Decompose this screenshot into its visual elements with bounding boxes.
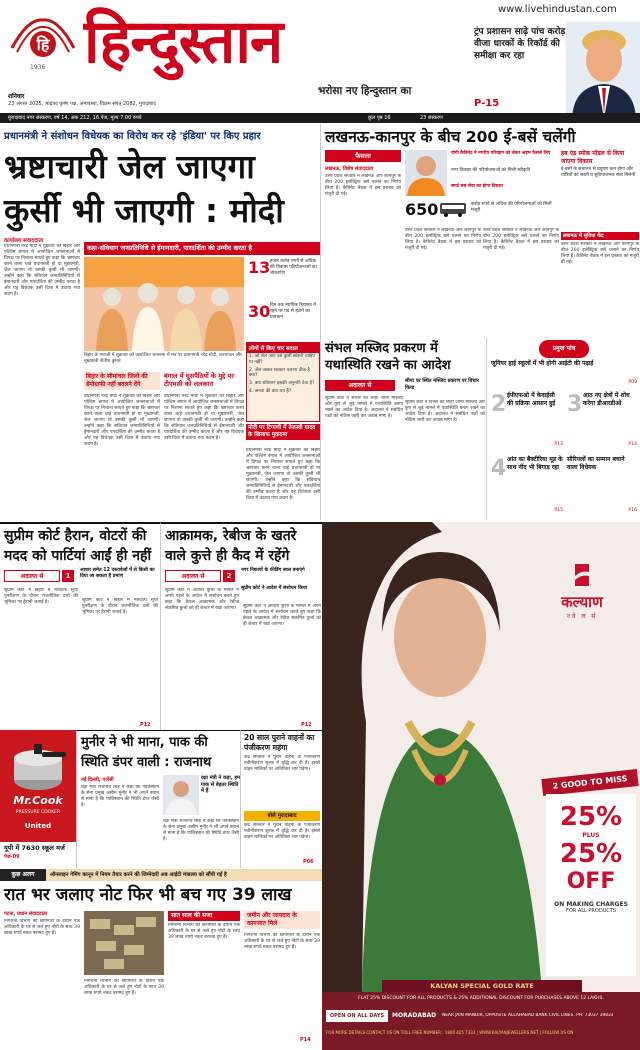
- masthead-emblem-icon: [8, 14, 78, 66]
- mrcook-maker: United: [24, 822, 52, 830]
- info-bar-text: मुरादाबाद नगर संस्करण, वर्ष 14, अंक 212, 16 पेज, मूल्य 7.00 रुपये: [8, 114, 142, 121]
- vehicles-story[interactable]: [240, 730, 322, 868]
- notes-byline: पटना, प्रधान संवाददाता: [4, 911, 48, 917]
- lead-story[interactable]: [0, 124, 320, 520]
- sc-story[interactable]: [0, 522, 160, 730]
- munir-body-col2: रक्षा मंत्री राजनाथ सिंह ने कहा कि पाकिस्तान के सेना प्रमुख असीम मुनीर ने भी अपने बयान से माना है कि पाकिस्तान की स्थिति डंपर जैसी है।: [163, 819, 239, 842]
- brief-3-num: 3: [567, 392, 583, 417]
- lead-box-item-2: 2. जेल जाकर सरकार चलाना ठीक है क्या?: [249, 367, 310, 379]
- munir-body-col1: रक्षा मंत्री राजनाथ सिंह ने कहा कि पाकिस्तान के सेना प्रमुख असीम मुनीर ने भी अपने बयान से माना है कि पाकिस्तान की स्थिति डंपर जैसी है।: [81, 785, 159, 808]
- lead-box-item-3: 3. क्या संविधान इसकी अनुमति देता है?: [249, 381, 315, 387]
- brief-1-title: जूनियर हाई स्कूलों में भी होगी आईटी की पढ़ाई: [491, 360, 594, 367]
- lead-byline: कार्यालय संवाददाता: [4, 238, 44, 244]
- yogi-photo: [405, 150, 447, 196]
- bus-body-col4: उत्तर प्रदेश सरकार ने लखनऊ और कानपुर के बीच 200 इलेक्ट्रिक बसें चलाने का निर्णय लिया है। कैबिनेट बैठक में इस प्रस्ताव को मंजूरी दी गई।: [561, 242, 639, 265]
- lead-subhead: कहा-संविधान जनप्रतिनिधि से ईमानदारी, पारदर्शिता की उम्मीद करता है: [84, 242, 320, 255]
- notes-box-2: जमीन और जायदाद के कागजात मिले: [244, 911, 320, 929]
- dogs-note-1: नगर निकायों के फीडिंग स्थल बनाएंगे: [241, 568, 305, 573]
- brief-2-title: ईपीएफओ में केवाईसी की प्रक्रिया आसान हुई: [507, 392, 556, 407]
- brief-1[interactable]: [491, 360, 637, 388]
- notes-story[interactable]: [0, 881, 322, 1050]
- stat-2-text: दिन तक न्यायिक हिरासत में रहने पर पद से हटाने का प्रावधान: [270, 303, 316, 320]
- lead-sub-2: बंगाल में घुसपैठियों के मुद्दे पर टीएमसी को ललकारा: [164, 372, 234, 388]
- brief-5-title: सीरियलों का सम्मान बचाने वाला विधेयक: [567, 456, 625, 471]
- bus-bullet-3: स्मार्ट बस सेवा का होगा विस्तार: [451, 184, 503, 189]
- bus-num: 650: [405, 200, 439, 219]
- trump-photo: [566, 22, 640, 118]
- dogs-label: अदालत से: [165, 570, 221, 582]
- website: www.livehindustan.com: [498, 4, 617, 15]
- bus-headline: लखनऊ-कानपुर के बीच 200 ई-बसें चलेंगी: [325, 128, 576, 146]
- bus-bullet-2: नगर विकास की परियोजनाओं को मिली स्वीकृति: [451, 168, 531, 173]
- lead-box: [246, 342, 320, 422]
- munir-headline-2: स्थिति डंपर वाली : राजनाथ: [81, 755, 212, 770]
- schools-merged[interactable]: [0, 842, 76, 868]
- sambhal-story[interactable]: [320, 338, 486, 520]
- notes-page: P14: [300, 1037, 311, 1043]
- founding-year: 1936: [30, 64, 46, 71]
- bus-num-text: करोड़ रुपये से अधिक की परियोजनाओं को मिली मंजूरी: [471, 202, 552, 213]
- kalyan-ad[interactable]: [322, 522, 640, 1050]
- sc-body-col2: सुप्रीम कोर्ट ने बिहार में मतदाता सूची पुनरीक्षण के दौरान राजनीतिक दलों की भूमिका पर हैरानी जताई है।: [82, 598, 158, 615]
- sambhal-body-col2: सुप्रीम कोर्ट ने संभल की शाही जामा मस्जिद और कुएं से जुड़े मामले में यथास्थिति बनाए रखने का आदेश दिया है। अदालत ने संबंधित पक्षों को नोटिस जारी कर जवाब मांगा है।: [405, 400, 485, 423]
- tagline: भरोसा नए हिन्दुस्तान का: [318, 85, 412, 97]
- promo-page: P-15: [474, 98, 500, 109]
- notes-body-col2: निगरानी विभाग की छापेमारी के दौरान एक अधिकारी के घर से जले हुए नोटों के साथ 39 लाख रुपये नकद बरामद हुए हैं।: [84, 979, 164, 996]
- kalyan-logo: [532, 562, 632, 620]
- kalyan-brand-sub: ज्वे ल र्स: [566, 613, 598, 620]
- sc-page: P12: [140, 722, 151, 728]
- brief-2[interactable]: [507, 392, 563, 452]
- briefs-panel: [486, 338, 640, 520]
- bus-byline: लखनऊ, विशेष संवाददाता: [325, 166, 374, 172]
- bus-side-text: ई-बसों के संचालन से प्रदूषण कम होगा और यात्रियों को सस्ती व सुविधाजनक सेवा मिलेगी: [561, 167, 636, 178]
- discount-1: 25%: [559, 802, 623, 832]
- store-city: MORADABAD: [392, 1012, 437, 1019]
- gaming-bar-text: ऑनलाइन गेमिंग कानून में नियम तैयार करने की जिम्मेदारी अब आईटी मंत्रालय को सौंपी गई है: [50, 872, 227, 878]
- dogs-body-col1: सुप्रीम कोर्ट ने आवारा कुत्तों के मामले में अपने पहले के आदेश में संशोधन करते हुए कहा कि केवल आक्रामक और रेबीज संक्रमित कुत्तों को ही शेल्टर में रखा जाएगा।: [165, 588, 239, 611]
- lead-sub-1: बिहार के सीमांचल जिलों की डेमोग्राफी नहीं बदलने देंगे: [84, 372, 160, 390]
- brief-3-page: P14: [628, 442, 637, 447]
- vehicles-headline: 20 साल पुराने वाहनों का पंजीकरण महंगा: [244, 733, 315, 752]
- kalyan-brand: कल्याण: [561, 593, 603, 611]
- bus-body-col3: उत्तर प्रदेश सरकार ने लखनऊ और कानपुर के बीच 200 इलेक्ट्रिक बसें चलाने का निर्णय लिया है। कैबिनेट बैठक में इस प्रस्ताव को मंजूरी दी गई।: [483, 228, 559, 251]
- sambhal-headline: संभल मस्जिद प्रकरण में यथास्थिति रखने का आदेश: [325, 341, 451, 373]
- lead-box-item-4: 4. जनता की क्या राय है?: [249, 388, 292, 394]
- sc-label: अदालत से: [4, 570, 60, 582]
- dogs-body-col2: सुप्रीम कोर्ट ने आवारा कुत्तों के मामले में अपने पहले के आदेश में संशोधन करते हुए कहा कि केवल आक्रामक और रेबीज संक्रमित कुत्तों को ही शेल्टर में रखा जाएगा।: [243, 604, 321, 627]
- brief-5-page: P16: [628, 508, 637, 513]
- promo-text: ट्रंप प्रशासन साढ़े पांच करोड़ वीजा धारकों के रिकॉर्ड की समीक्षा कर रहा: [474, 27, 566, 61]
- lead-body-col1: प्रधानमंत्री नरेंद्र मोदी ने शुक्रवार को बिहार और पश्चिम बंगाल में आयोजित जनसभाओं में विपक्ष पर निशाना साधते हुए कहा कि भ्रष्टाचार करने वाला चाहे प्रधानमंत्री हो या मुख्यमंत्री, जेल जाएगा तो उसकी कुर्सी भी जाएगी। उन्होंने कहा कि संविधान जनप्रतिनिधियों से ईमानदारी और पारदर्शिता की उम्मीद करता है और यह विधेयक उसी दिशा में उठाया गया कदम है।: [4, 244, 80, 297]
- ad-footer: FOR MORE DETAILS CONTACT US ON TOLL FREE NUMBER : 1800 425 7333 | WWW.KALYANJEWELLERS.NET | FOLLOW US ON: [326, 1030, 574, 1035]
- sc-num: 1: [62, 570, 74, 582]
- flat-discount: FLAT 25% DISCOUNT FOR ALL PRODUCTS & 25% ADDITIONAL DISCOUNT FOR PURCHASES ABOVE 12 LAKHS.: [358, 996, 604, 1001]
- schools-merged-text: यूपी में 7630 स्कूल मर्ज: [4, 844, 65, 852]
- discount-2: 25%: [559, 839, 623, 869]
- dogs-note-2: सुप्रीम कोर्ट ने आदेश में संशोधन किया: [241, 586, 308, 591]
- brief-4-page: P15: [554, 508, 563, 513]
- stat-1-text: हजार करोड़ रुपये से अधिक की विकास परियोजनाओं का लोकार्पण: [270, 259, 317, 276]
- sambhal-note: सीमा पर स्थित मस्जिद प्रकरण पर विचार किया: [405, 378, 479, 391]
- open-days: OPEN ON ALL DAYS: [326, 1010, 388, 1022]
- briefs-badge: प्रमुख पांच: [539, 340, 589, 358]
- vehicles-body-2: केंद्र सरकार ने पुराने वाहनों के पंजीकरण नवीनीकरण शुल्क में वृद्धि कर दी है। इससे वाहन मालिकों पर अतिरिक्त भार पड़ेगा।: [244, 823, 320, 840]
- brief-1-page: P09: [628, 380, 637, 385]
- brief-3[interactable]: [583, 392, 637, 452]
- schools-merged-page: पेज-09: [4, 854, 20, 860]
- brief-4-num: 4: [491, 456, 507, 481]
- munir-story[interactable]: [76, 730, 240, 868]
- lead-box-title: लोगों से किए चार सवाल: [247, 343, 319, 353]
- making-charges-sub: FOR ALL PRODUCTS: [565, 908, 617, 914]
- date-line: 23 अगस्त 2025, भाद्रपद कृष्ण पक्ष, अमावस्या, विक्रम संवत् 2082, मुरादाबाद: [8, 101, 156, 107]
- info-bar-pages: कुल पृष्ठ 16: [368, 114, 391, 121]
- sambhal-body-col1: सुप्रीम कोर्ट ने संभल की शाही जामा मस्जिद और कुएं से जुड़े मामले में यथास्थिति बनाए रखने का आदेश दिया है। अदालत ने संबंधित पक्षों को नोटिस जारी कर जवाब मांगा है।: [325, 396, 403, 419]
- stat-2-number: 30: [248, 302, 271, 321]
- mrcook-brand: Mr.Cook: [13, 794, 63, 807]
- promo-ribbon: 2 GOOD TO MISS: [541, 769, 638, 796]
- notes-body-col1: निगरानी विभाग की छापेमारी के दौरान एक अधिकारी के घर से जले हुए नोटों के साथ 39 लाख रुपये नकद बरामद हुए हैं।: [4, 919, 80, 936]
- bus-icon: [439, 202, 467, 218]
- bus-body-col2: उत्तर प्रदेश सरकार ने लखनऊ और कानपुर के बीच 200 इलेक्ट्रिक बसें चलाने का निर्णय लिया है। कैबिनेट बैठक में इस प्रस्ताव को मंजूरी दी गई।: [405, 228, 481, 251]
- bus-side-box: [561, 150, 639, 230]
- brief-2-num: 2: [491, 392, 507, 417]
- discount-panel: [546, 794, 636, 976]
- stat-1-number: 13: [248, 258, 271, 277]
- kalyan-logo-icon: [569, 562, 595, 588]
- vehicles-body: केंद्र सरकार ने पुराने वाहनों के पंजीकरण नवीनीकरण शुल्क में वृद्धि कर दी है। इससे वाहन मालिकों पर अतिरिक्त भार पड़ेगा।: [244, 755, 320, 772]
- lead-body-col3: प्रधानमंत्री नरेंद्र मोदी ने शुक्रवार को बिहार और पश्चिम बंगाल में आयोजित जनसभाओं में विपक्ष पर निशाना साधते हुए कहा कि भ्रष्टाचार करने वाला चाहे प्रधानमंत्री हो या मुख्यमंत्री, जेल जाएगा तो उसकी कुर्सी भी जाएगी। उन्होंने कहा कि संविधान जनप्रतिनिधियों से ईमानदारी और पारदर्शिता की उम्मीद करता है और यह विधेयक उसी दिशा में उठाया गया कदम है।: [164, 394, 244, 441]
- discount-plus: PLUS: [582, 832, 600, 839]
- lead-kicker: प्रधानमंत्री ने संशोधन विधेयक का विरोध कर रहे 'इंडिया' पर किए प्रहार: [4, 131, 261, 142]
- notes-photo: [84, 911, 164, 975]
- sc-headline-2: मदद को पार्टियां आईं ही नहीं: [4, 548, 152, 564]
- modi-note: मोदी पर टिप्पणी में तेजस्वी यादव के खिलाफ मुकदमा: [246, 424, 320, 440]
- brief-4-title: आंत का बैक्टीरिया मूड के साथ नींद भी बिगाड़ रहा: [507, 456, 563, 471]
- dogs-headline-2: वाले कुत्ते ही कैद में रहेंगे: [165, 548, 290, 564]
- svg-text:हि: हि: [36, 35, 50, 54]
- munir-headline-1: मुनीर ने भी माना, पाक की: [81, 735, 208, 750]
- sc-headline-1: सुप्रीम कोर्ट हैरान, वोटरों की: [4, 528, 147, 544]
- notes-headline: रात भर जलाए नोट फिर भी बच गए 39 लाख: [4, 885, 292, 905]
- notes-body-col4: निगरानी विभाग की छापेमारी के दौरान एक अधिकारी के घर से जले हुए नोटों के साथ 39 लाख रुपये नकद बरामद हुए हैं।: [244, 933, 320, 950]
- gaming-bar[interactable]: [0, 869, 322, 881]
- notes-body-col3: निगरानी विभाग की छापेमारी के दौरान एक अधिकारी के घर से जले हुए नोटों के साथ 39 लाख रुपये नकद बरामद हुए हैं।: [168, 923, 240, 940]
- munir-byline: नई दिल्ली, एजेंसी: [81, 777, 114, 783]
- discount-off: OFF: [566, 869, 616, 894]
- lead-photo: [84, 257, 244, 351]
- rajnath-photo: [163, 775, 199, 815]
- sc-note: आधार समेत 12 दस्तावेजों में से किसी का दिया जा सकता है प्रमाण: [80, 568, 155, 579]
- sc-body-col1: सुप्रीम कोर्ट ने बिहार में मतदाता सूची पुनरीक्षण के दौरान राजनीतिक दलों की भूमिका पर हैरानी जताई है।: [4, 588, 78, 605]
- lead-box-item-1: 1. जो जेल जाए उसे कुर्सी छोड़नी चाहिए या नहीं?: [249, 354, 315, 365]
- lead-photo-caption: बिहार के गयाजी में शुक्रवार को आयोजित जनसभा में मंच पर प्रधानमंत्री नरेंद्र मोदी, राज्यपाल और मुख्यमंत्री नीतीश कुमार: [84, 353, 242, 364]
- info-bar: [0, 113, 640, 123]
- day: शनिवार: [8, 93, 25, 100]
- bus-label: फैसला: [325, 150, 401, 162]
- lead-headline-2: कुर्सी भी जाएगी : मोदी: [4, 191, 284, 230]
- bus-bullet-1: योगी कैबिनेट ने नगरीय परिवहन को लेकर अहम फैसले लिए: [451, 151, 551, 156]
- bus-side-title: हब एंड स्पोक मॉडल से किया जाएगा विकास: [561, 150, 625, 165]
- newspaper-title: हिन्दुस्तान: [84, 7, 283, 77]
- gaming-bar-kicker: कुछ अलग: [0, 869, 46, 881]
- gold-rate-bar: KALYAN SPECIAL GOLD RATE: [382, 980, 582, 992]
- store-address: NEAR JAIN MANDIR, OPPOSITE ALLAHABAD BANK CIVIL LINES. PH: 73037 39833: [442, 1013, 614, 1018]
- promo-box[interactable]: [474, 20, 640, 118]
- dogs-num: 2: [223, 570, 235, 582]
- dogs-page: P12: [301, 722, 312, 728]
- sambhal-label: अदालत से: [325, 380, 395, 391]
- notes-box-1: सात साल की सजा: [168, 911, 240, 921]
- vehicles-page: P06: [303, 859, 314, 865]
- brief-5[interactable]: [567, 456, 637, 518]
- mrcook-ad[interactable]: [0, 730, 76, 842]
- dogs-headline-1: आक्रामक, रेबीज के खतरे: [165, 528, 297, 544]
- making-charges: ON MAKING CHARGES: [554, 901, 628, 908]
- lead-headline-1: भ्रष्टाचारी जेल जाएगा: [4, 147, 255, 186]
- lead-body-col2: प्रधानमंत्री नरेंद्र मोदी ने शुक्रवार को बिहार और पश्चिम बंगाल में आयोजित जनसभाओं में विपक्ष पर निशाना साधते हुए कहा कि भ्रष्टाचार करने वाला चाहे प्रधानमंत्री हो या मुख्यमंत्री, जेल जाएगा तो उसकी कुर्सी भी जाएगी। उन्होंने कहा कि संविधान जनप्रतिनिधियों से ईमानदारी और पारदर्शिता की उम्मीद करता है और यह विधेयक उसी दिशा में उठाया गया कदम है।: [84, 394, 160, 447]
- brief-3-title: आठ नए क्षेत्रों में शोध करेगा डीआरडीओ: [583, 392, 630, 407]
- bus-strip: लखनऊ में सुविधा केंद्र: [561, 232, 639, 240]
- mrcook-sub: PRESSURE COOKER: [15, 810, 61, 815]
- dogs-story[interactable]: [160, 522, 322, 730]
- info-bar-extra: 23 संस्करण: [420, 114, 443, 121]
- cooker-icon: [8, 736, 68, 794]
- lead-body-col4: प्रधानमंत्री नरेंद्र मोदी ने शुक्रवार को बिहार और पश्चिम बंगाल में आयोजित जनसभाओं में विपक्ष पर निशाना साधते हुए कहा कि भ्रष्टाचार करने वाला चाहे प्रधानमंत्री हो या मुख्यमंत्री, जेल जाएगा तो उसकी कुर्सी भी जाएगी। उन्होंने कहा कि संविधान जनप्रतिनिधियों से ईमानदारी और पारदर्शिता की उम्मीद करता है और यह विधेयक उसी दिशा में उठाया गया कदम है।: [246, 448, 320, 501]
- masthead: [0, 0, 640, 118]
- bus-story[interactable]: [320, 124, 640, 338]
- brief-4[interactable]: [507, 456, 563, 518]
- bus-body-col1: उत्तर प्रदेश सरकार ने लखनऊ और कानपुर के बीच 200 इलेक्ट्रिक बसें चलाने का निर्णय लिया है। कैबिनेट बैठक में इस प्रस्ताव को मंजूरी दी गई।: [325, 174, 401, 197]
- munir-quote: रक्षा मंत्री ने कहा, हम पाक से बेहतर स्थिति में हैं: [201, 775, 240, 794]
- vehicles-label: बोले मुरादाबाद: [244, 811, 320, 821]
- brief-2-page: P13: [554, 442, 563, 447]
